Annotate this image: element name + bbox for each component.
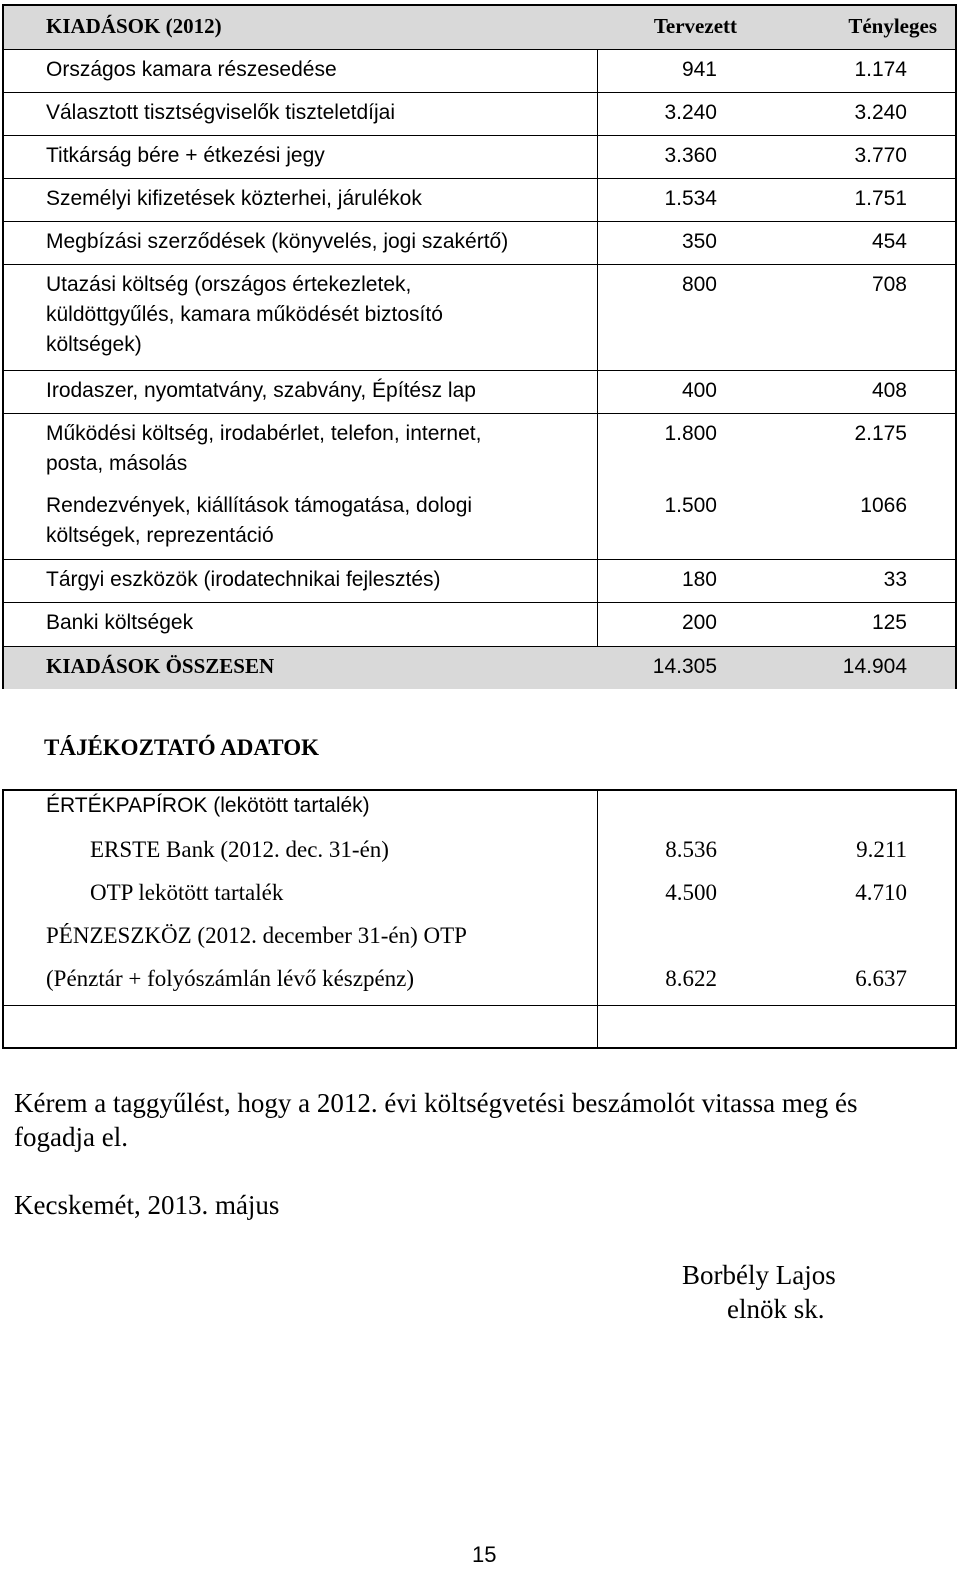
row-actual: 3.770 [854,144,907,167]
securities-title: ÉRTÉKPAPÍROK (lekötött tartalék) [46,794,370,817]
table-row [4,135,955,178]
row-actual: 125 [871,611,907,634]
info-title: TÁJÉKOZTATÓ ADATOK [44,735,319,760]
table-row [4,49,955,92]
header-actual: Tényleges [848,14,937,38]
request-line-2: fogadja el. [14,1122,128,1152]
total-row [4,646,955,689]
row-label: posta, másolás [46,452,188,475]
row-actual: 2.175 [854,422,907,445]
total-label: KIADÁSOK ÖSSZESEN [46,654,275,678]
row-actual: 33 [883,568,907,591]
cash-label: (Pénztár + folyószámlán lévő készpénz) [46,966,415,991]
erste-label: ERSTE Bank (2012. dec. 31-én) [90,837,389,862]
cash-title: PÉNZESZKÖZ (2012. december 31-én) OTP [46,923,467,948]
row-label: Rendezvények, kiállítások támogatása, dologi [46,494,473,517]
row-label: Banki költségek [46,611,194,634]
erste-planned: 8.536 [665,837,717,862]
row-label: Megbízási szerződések (könyvelés, jogi szakértő) [46,230,509,253]
otp-actual: 4.710 [855,880,907,905]
place-date: Kecskemét, 2013. május [14,1190,280,1220]
row-label: költségek) [46,333,142,356]
empty-row [4,1005,955,1049]
table-row [4,486,955,559]
page-number: 15 [472,1542,497,1567]
request-line-1: Kérem a taggyűlést, hogy a 2012. évi költségvetési beszámolót vitassa meg és [14,1088,858,1118]
row-label: Országos kamara részesedése [46,58,337,81]
row-actual: 3.240 [854,101,907,124]
expense-table [2,4,957,689]
table-row [4,92,955,135]
table-row [4,602,955,645]
row-planned: 200 [681,611,717,634]
row-planned: 1.800 [664,422,717,445]
row-actual: 454 [871,230,907,253]
table-row [4,559,955,602]
row-planned: 1.500 [664,494,717,517]
row-actual: 408 [871,379,907,402]
table-header-row [4,6,955,49]
row-label: Utazási költség (országos értekezletek, [46,273,412,296]
info-table [2,789,957,1049]
row-actual: 1.751 [854,187,907,210]
total-actual: 14.904 [842,655,907,678]
header-label: KIADÁSOK (2012) [46,14,222,38]
signer-title: elnök sk. [727,1294,825,1324]
row-planned: 180 [681,568,717,591]
total-planned: 14.305 [652,655,717,678]
cash-actual: 6.637 [855,966,907,991]
row-planned: 941 [681,58,717,81]
row-planned: 1.534 [664,187,717,210]
row-label: Irodaszer, nyomtatvány, szabvány, Építész lap [46,379,476,402]
row-planned: 350 [681,230,717,253]
row-planned: 3.240 [664,101,717,124]
row-label: Tárgyi eszközök (irodatechnikai fejlesztés) [46,568,441,591]
row-planned: 3.360 [664,144,717,167]
erste-actual: 9.211 [856,837,907,862]
table-row [4,221,955,264]
row-planned: 400 [681,379,717,402]
header-planned: Tervezett [653,14,737,38]
table-row [4,370,955,413]
table-row [4,264,955,370]
row-actual: 708 [871,273,907,296]
row-actual: 1066 [860,494,907,517]
row-planned: 800 [681,273,717,296]
row-actual: 1.174 [854,58,907,81]
otp-planned: 4.500 [665,880,717,905]
table-row [4,413,955,486]
row-label: költségek, reprezentáció [46,524,274,547]
row-label: Titkárság bére + étkezési jegy [46,144,325,167]
cash-planned: 8.622 [665,966,717,991]
signer-name: Borbély Lajos [682,1260,836,1290]
otp-label: OTP lekötött tartalék [90,880,284,905]
row-label: Személyi kifizetések közterhei, járulékok [46,187,422,210]
table-row [4,178,955,221]
row-label: Választott tisztségviselők tiszteletdíjai [46,101,395,124]
row-label: Működési költség, irodabérlet, telefon, internet, [46,422,482,445]
row-label: küldöttgyűlés, kamara működését biztosító [46,303,443,326]
